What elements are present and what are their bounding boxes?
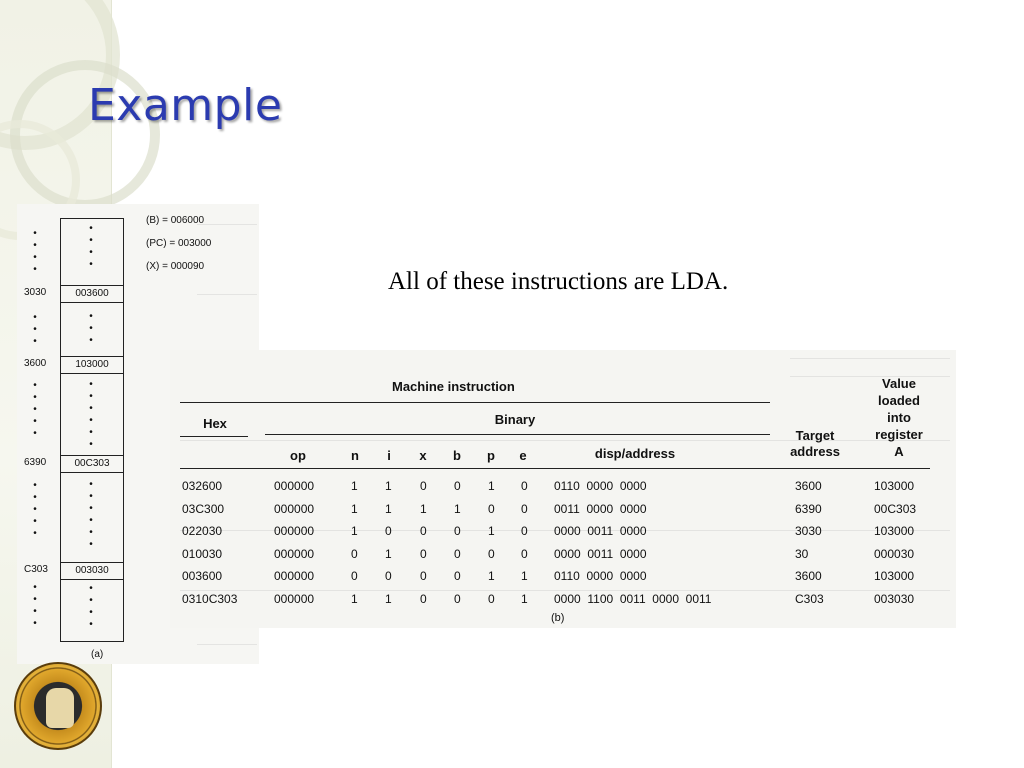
figure-a-label: (a) xyxy=(91,649,104,660)
table-cell-x: 1 xyxy=(420,501,427,516)
table-cell-target: 6390 xyxy=(795,501,822,516)
table-cell-target: 3600 xyxy=(795,569,822,583)
table-cell-p: 1 xyxy=(488,524,495,538)
table-rule xyxy=(180,436,248,437)
header-value-line: Value xyxy=(882,376,916,391)
seal-emblem xyxy=(46,688,74,728)
table-rule xyxy=(180,468,930,469)
ellipsis-dots: • • • • • • xyxy=(89,479,93,550)
table-cell-value: 103000 xyxy=(874,524,915,538)
ellipsis-dots: • • • • • xyxy=(33,480,37,539)
table-cell-hex: 022030 xyxy=(182,524,223,538)
table-cell-i: 0 xyxy=(385,524,392,538)
table-cell-p: 1 xyxy=(488,479,495,493)
memory-address-label: C303 xyxy=(24,564,48,575)
table-cell-disp: 0000 0011 0000 xyxy=(554,524,647,538)
table-cell-value: 103000 xyxy=(874,479,915,493)
table-cell-p: 0 xyxy=(488,546,495,561)
table-cell-hex: 0310C303 xyxy=(182,591,238,606)
table-cell-e: 1 xyxy=(521,591,528,606)
table-cell-n: 1 xyxy=(351,591,358,606)
slide-title: Example xyxy=(88,80,283,131)
table-cell-p: 1 xyxy=(488,569,495,583)
ellipsis-dots: • • • • xyxy=(33,228,37,275)
table-cell-hex: 010030 xyxy=(182,546,223,561)
table-cell-x: 0 xyxy=(420,546,427,561)
table-cell-target: 30 xyxy=(795,546,809,561)
table-cell-op: 000000 xyxy=(274,546,315,561)
header-p: p xyxy=(487,448,495,463)
table-cell-op: 000000 xyxy=(274,569,315,583)
header-e: e xyxy=(519,448,527,463)
table-cell-op: 000000 xyxy=(274,479,315,493)
table-rule xyxy=(180,402,770,403)
ellipsis-dots: • • • • xyxy=(89,223,93,270)
table-cell-e: 0 xyxy=(521,546,528,561)
header-binary: Binary xyxy=(494,412,536,427)
memory-address-label: 6390 xyxy=(24,457,47,468)
table-cell-n: 1 xyxy=(351,479,358,493)
table-cell-e: 0 xyxy=(521,501,528,516)
table-cell-i: 1 xyxy=(385,546,392,561)
memory-address-label: 3600 xyxy=(24,358,47,369)
table-cell-disp: 0011 0000 0000 xyxy=(554,501,647,516)
table-cell-target: C303 xyxy=(795,591,824,606)
table-cell-x: 0 xyxy=(420,591,427,606)
table-cell-i: 0 xyxy=(385,569,392,583)
table-cell-hex: 032600 xyxy=(182,479,223,493)
table-cell-n: 1 xyxy=(351,524,358,538)
header-machine-instruction: Machine instruction xyxy=(392,379,515,394)
header-target-line: address xyxy=(790,444,840,459)
table-cell-value: 103000 xyxy=(874,569,915,583)
table-cell-n: 1 xyxy=(351,501,358,516)
header-b: b xyxy=(453,448,461,463)
table-cell-op: 000000 xyxy=(274,524,315,538)
table-cell-b: 0 xyxy=(454,524,461,538)
table-cell-value: 003030 xyxy=(874,591,915,606)
table-cell-target: 3030 xyxy=(795,524,822,538)
table-cell-hex: 03C300 xyxy=(182,501,225,516)
table-cell-disp: 0110 0000 0000 xyxy=(554,569,647,583)
ellipsis-dots: • • • • • xyxy=(33,380,37,439)
slide-caption: All of these instructions are LDA. xyxy=(388,268,729,295)
table-cell-e: 0 xyxy=(521,479,528,493)
table-cell-n: 0 xyxy=(351,569,358,583)
table-cell-i: 1 xyxy=(385,591,392,606)
table-cell-x: 0 xyxy=(420,479,427,493)
table-cell-value: 00C303 xyxy=(874,501,917,516)
table-cell-disp: 0110 0000 0000 xyxy=(554,479,647,493)
ellipsis-dots: • • • xyxy=(33,312,37,347)
table-cell-b: 1 xyxy=(454,501,461,516)
header-hex: Hex xyxy=(203,416,227,431)
table-cell-e: 0 xyxy=(521,524,528,538)
header-value-line: into xyxy=(887,410,911,425)
table-cell-b: 0 xyxy=(454,591,461,606)
figure-b-label: (b) xyxy=(551,612,565,624)
table-cell-p: 0 xyxy=(488,501,495,516)
table-cell-target: 3600 xyxy=(795,479,822,493)
table-cell-b: 0 xyxy=(454,546,461,561)
header-op: op xyxy=(290,448,306,463)
table-cell-op: 000000 xyxy=(274,501,315,516)
table-rule xyxy=(265,434,770,435)
ellipsis-dots: • • • • xyxy=(89,583,93,630)
header-i: i xyxy=(387,448,391,463)
memory-cell: 003600 xyxy=(61,285,123,303)
header-target-line: Target xyxy=(795,428,835,443)
header-n: n xyxy=(351,448,359,463)
register-value: (X) = 000090 xyxy=(146,261,205,272)
memory-cell: 003030 xyxy=(61,562,123,580)
header-disp-address: disp/address xyxy=(594,446,676,461)
memory-cell: 00C303 xyxy=(61,455,123,473)
register-value: (PC) = 003000 xyxy=(146,238,212,249)
ellipsis-dots: • • • • xyxy=(33,582,37,629)
university-seal-icon xyxy=(14,662,102,750)
header-value-line: register xyxy=(875,427,923,442)
table-cell-disp: 0000 1100 0011 0000 0011 xyxy=(554,591,712,606)
table-cell-value: 000030 xyxy=(874,546,915,561)
table-cell-hex: 003600 xyxy=(182,569,223,583)
header-value-line: A xyxy=(894,444,904,459)
header-value-line: loaded xyxy=(878,393,920,408)
table-cell-op: 000000 xyxy=(274,591,315,606)
ellipsis-dots: • • • • • • xyxy=(89,379,93,450)
memory-address-label: 3030 xyxy=(24,287,47,298)
memory-column xyxy=(60,218,124,642)
table-cell-e: 1 xyxy=(521,569,528,583)
table-cell-i: 1 xyxy=(385,479,392,493)
ellipsis-dots: • • • xyxy=(89,311,93,346)
header-x: x xyxy=(419,448,427,463)
table-cell-b: 0 xyxy=(454,479,461,493)
table-cell-x: 0 xyxy=(420,524,427,538)
table-cell-i: 1 xyxy=(385,501,392,516)
table-cell-disp: 0000 0011 0000 xyxy=(554,546,647,561)
table-cell-n: 0 xyxy=(351,546,358,561)
register-value: (B) = 006000 xyxy=(146,215,205,226)
memory-cell: 103000 xyxy=(61,356,123,374)
table-cell-p: 0 xyxy=(488,591,495,606)
table-cell-b: 0 xyxy=(454,569,461,583)
table-cell-x: 0 xyxy=(420,569,427,583)
